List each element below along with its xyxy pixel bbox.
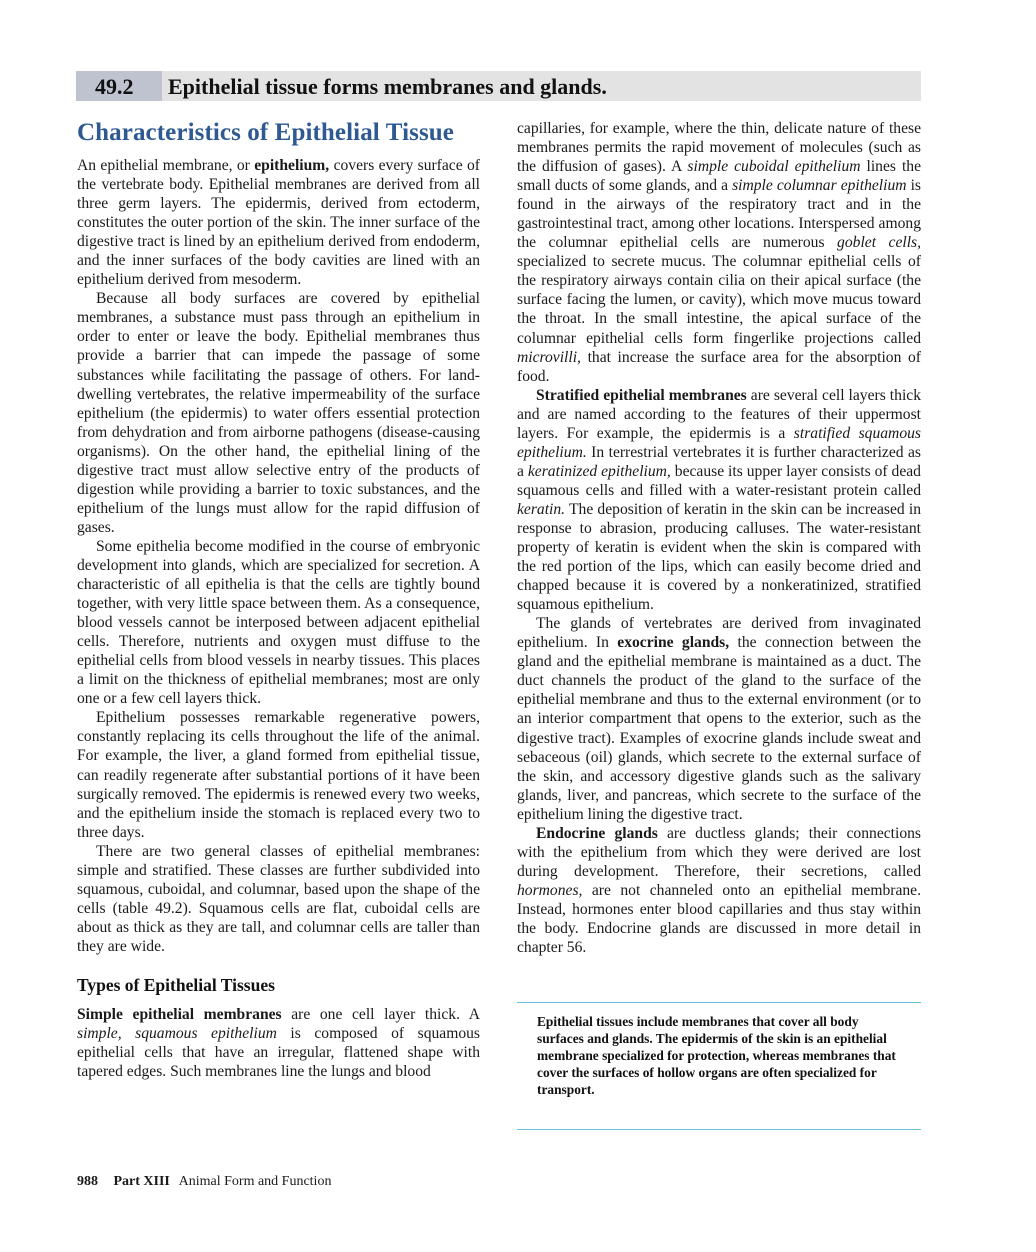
paragraph-text: specialized to secrete mucus. The columnar epithelial cells of the respiratory airways contain cilia on their apical surface (the surface facing the lumen, or cavity), which move mucus toward the throat. In the small intestine, the apical surface of the columnar epithelial cells form fingerlike projections called xyxy=(517,253,921,347)
italic-term: microvilli, xyxy=(517,348,581,366)
bold-term: Stratified epithelial membranes xyxy=(536,386,747,404)
paragraph xyxy=(517,614,921,824)
left-body-text-after xyxy=(77,1005,480,1081)
paragraph xyxy=(77,289,480,537)
italic-term: keratinized epithelium, xyxy=(527,462,671,480)
paragraph-text: is found in the airways of the respiratory tract and in the gastrointestinal tract, among other locations. Interspersed among the columnar epithelial cells are numerous xyxy=(517,177,921,252)
section-title: Epithelial tissue forms membranes and glands. xyxy=(168,74,607,99)
paragraph-text: The deposition of keratin in the skin can be increased in response to abrasion, producing calluses. The water-resistant property of keratin is evident when the skin is compared with the red portion of the lips, which can easily become dried and chapped because it is covered by a nonkeratinized, stratified squamous epithelium. xyxy=(517,500,921,614)
paragraph-text: the connection between the gland and the epithelial membrane is maintained as a duct. The duct channels the product of the gland to the surface of the epithelial membrane and thus to the external environment (or to an interior compartment that opens to the exterior, such as the digestive tract). Examples of exocrine glands include sweat and sebaceous (oil) glands, which secrete to the external surface of the skin, and accessory digestive glands such as the salivary glands, liver, and pancreas, which secrete to the surface of the epithelium lining the digestive tract. xyxy=(517,634,922,823)
section-number: 49.2 xyxy=(95,74,134,99)
bold-term: epithelium, xyxy=(254,157,330,174)
paragraph xyxy=(77,842,480,956)
part-label: Part XIII xyxy=(113,1174,170,1189)
bold-term: exocrine glands, xyxy=(617,634,730,652)
paragraph-text: capillaries, for example, where the thin, delicate nature of these membranes permits the rapid movement of molecules (such as the diffusion of gases). A xyxy=(517,120,921,176)
paragraph xyxy=(517,386,921,615)
part-title: Animal Form and Function xyxy=(178,1174,332,1189)
paragraph-text: are several cell layers thick and are named according to the features of their uppermost layers. For example, the epidermis is a xyxy=(517,386,921,442)
paragraph xyxy=(517,119,921,386)
paragraph-text: The glands of vertebrates are derived from invaginated epithelium. In xyxy=(517,615,921,652)
paragraph xyxy=(77,537,480,708)
paragraph-text: An epithelial membrane, or xyxy=(77,157,255,174)
right-body-text xyxy=(517,119,921,957)
paragraph xyxy=(77,156,480,289)
italic-term: simple, squamous epithelium xyxy=(77,1025,277,1043)
page-number: 988 xyxy=(77,1174,98,1189)
page-footer xyxy=(77,1173,331,1191)
italic-term: stratified squamous epithelium. xyxy=(517,424,921,461)
italic-term: simple columnar epithelium xyxy=(732,177,907,195)
key-concept-box xyxy=(517,1002,921,1130)
key-concept-text: Epithelial tissues include membranes that cover all body surfaces and glands. The epidermis of the skin is an epithelial membrane specialized for protection, whereas membranes that cover the surfaces of hollow organs are often specialized for transport. xyxy=(537,1014,896,1097)
paragraph-text: Epithelium possesses remarkable regenerative powers, constantly replacing its cells throughout the life of the animal. For example, the liver, a gland formed from epithelial tissue, can readily regenerate after substantial portions of it have been surgically removed. The epidermis is renewed every two weeks, and the epithelium inside the stomach is replaced every two to three days. xyxy=(77,709,480,841)
bold-term: Simple epithelial membranes xyxy=(77,1005,282,1023)
paragraph-text: are ductless glands; their connections with the epithelium from which they were derived are lost during development. Therefore, their secretions, called xyxy=(517,824,921,880)
paragraph-text: Some epithelia become modified in the course of embryonic development into glands, which are specialized for secretion. A characteristic of all epithelia is that the cells are tightly bound together, with very little space between them. As a consequence, blood vessels cannot be interposed between adjacent epithelial cells. Therefore, nutrients and oxygen must diffuse to the epithelial cells from blood vessels in nearby tissues. This places a limit on the thickness of epithelial membranes; most are only one or a few cell layers thick. xyxy=(77,537,480,708)
italic-term: hormones, xyxy=(517,881,583,899)
paragraph-text: covers every surface of the vertebrate body. Epithelial membranes are derived from all three germ layers. The epidermis, derived from ectoderm, constitutes the outer portion of the skin. The inner surface of the digestive tract is lined by an epithelium derived from endoderm, and the inner surfaces of the body cavities are lined with an epithelium derived from mesoderm. xyxy=(77,157,480,289)
paragraph-text: that increase the surface area for the absorption of food. xyxy=(517,348,921,385)
paragraph-text: are one cell layer thick. A xyxy=(281,1005,480,1023)
section-header-bar xyxy=(76,71,921,101)
main-heading: Characteristics of Epithelial Tissue xyxy=(77,119,454,146)
left-body-text xyxy=(77,156,480,956)
paragraph-text: lines the small ducts of some glands, and a xyxy=(517,158,921,195)
italic-term: simple cuboidal epithelium xyxy=(687,158,861,176)
bold-term: Endocrine glands xyxy=(536,824,658,842)
left-column xyxy=(77,118,480,1081)
paragraph-text: Because all body surfaces are covered by epithelial membranes, a substance must pass through an epithelium in order to enter or leave the body. Epithelial membranes thus provide a barrier that can impede the passage of some substances while facilitating the passage of others. For land-dwelling vertebrates, the relative impermeability of the surface epithelium (the epidermis) to water offers essential protection from dehydration and from airborne pathogens (disease-causing organisms). On the other hand, the epithelial lining of the digestive tract must allow selective entry of the products of digestion while providing a barrier to toxic substances, and the epithelium of the lungs must allow for the rapid diffusion of gases. xyxy=(77,290,480,536)
paragraph-text: is composed of squamous epithelial cells that have an irregular, flattened shape with tapered edges. Such membranes line the lungs and blood xyxy=(77,1025,480,1081)
paragraph-text: are not channeled onto an epithelial membrane. Instead, hormones enter blood capillaries and thus stay within the body. Endocrine glands are discussed in more detail in chapter 56. xyxy=(517,881,921,957)
italic-term: goblet cells, xyxy=(837,234,921,252)
subheading: Types of Epithelial Tissues xyxy=(77,974,275,995)
paragraph xyxy=(517,824,921,957)
italic-term: keratin. xyxy=(517,500,566,518)
paragraph xyxy=(77,708,480,841)
paragraph-text: In terrestrial vertebrates it is further characterized as a xyxy=(517,443,921,480)
paragraph xyxy=(77,1005,480,1081)
paragraph-text: There are two general classes of epithelial membranes: simple and stratified. These classes are further subdivided into squamous, cuboidal, and columnar, based upon the shape of the cells (table 49.2). Squamous cells are flat, cuboidal cells are about as thick as they are tall, and columnar cells are taller than they are wide. xyxy=(77,842,480,955)
paragraph-text: because its upper layer consists of dead squamous cells and filled with a water-resistant protein called xyxy=(517,462,921,499)
right-column xyxy=(517,119,921,957)
